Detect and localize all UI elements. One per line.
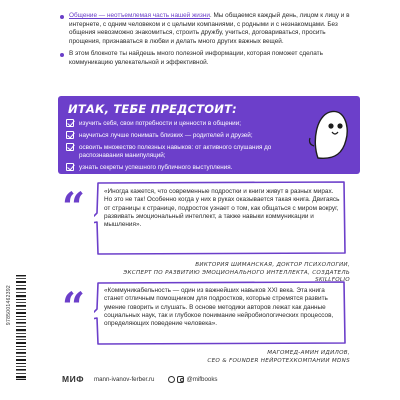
quote-2-bubble xyxy=(94,280,349,346)
publisher-footer xyxy=(62,374,362,384)
publisher-website-link[interactable]: mann-ivanov-ferber.ru xyxy=(93,375,155,383)
checkbox-icon xyxy=(66,119,74,127)
intro-section xyxy=(60,12,350,72)
vk-icon[interactable] xyxy=(168,376,175,383)
ahead-item xyxy=(66,120,311,127)
intro-paragraph-1-text: . Мы общаемся каждый день, лицом к лицу и в интернете, с одним человеком и с целыми компаниями, с родными и с незнакомцами. Без общения невозможно знакомиться, строить дружбу, учиться, договариваться, просить прощения, признаваться в любви и делать много других важных вещей. xyxy=(69,12,350,45)
checkbox-icon xyxy=(66,163,74,171)
ahead-list xyxy=(66,120,311,176)
social-links xyxy=(168,376,217,383)
quote-1-bubble xyxy=(94,180,349,256)
bullet-dot-icon xyxy=(60,53,64,57)
isbn-number: 9785001462392 xyxy=(6,285,12,326)
quote-mark-icon: “ xyxy=(62,284,86,331)
ahead-title: ИТАК, ТЕБЕ ПРЕДСТОИТ: xyxy=(68,102,237,116)
ahead-item xyxy=(66,144,311,158)
quote-2-signature xyxy=(100,350,350,365)
ahead-item-text: освоить множество полезных навыков: от активного слушания до распознавания манипуляций; xyxy=(79,144,272,159)
ahead-item xyxy=(66,164,311,171)
intro-paragraph-1 xyxy=(60,12,350,46)
quote-2-author: МАГОМЕД-АМИН ИДИЛОВ, xyxy=(267,350,350,356)
publisher-logo: МИФ xyxy=(62,374,84,384)
quote-2-text: «Коммуникабельность — один из важнейших навыков XXI века. Эта книга станет отличным помощником для подростков, которые стремятся развить умение говорить и слушать. В основе методики авторов лежат как данные социальных наук, так и глубокое понимание нейробиологических процессов, определяющих поведение человека». xyxy=(104,287,334,328)
ahead-item-text: узнать секреты успешного публичного выступления. xyxy=(79,163,233,171)
ahead-panel xyxy=(58,96,360,174)
quote-1-author: ВИКТОРИЯ ШИМАНСКАЯ, ДОКТОР ПСИХОЛОГИИ, xyxy=(195,262,350,268)
quote-1-author-title: ЭКСПЕРТ ПО РАЗВИТИЮ ЭМОЦИОНАЛЬНОГО ИНТЕЛЛЕКТА, СОЗДАТЕЛЬ SKILLFOLIO xyxy=(123,269,350,283)
quote-mark-icon: “ xyxy=(62,184,86,231)
intro-paragraph-2 xyxy=(60,50,350,67)
mascot-icon xyxy=(308,106,352,162)
checkbox-icon xyxy=(66,143,74,151)
ahead-item-text: изучить себя, свои потребности и ценности в общении; xyxy=(79,120,241,127)
instagram-icon[interactable] xyxy=(177,376,184,383)
quote-2-author-title: CEO & FOUNDER НЕЙРОТЕХКОМПАНИИ MDNS xyxy=(207,357,350,364)
quote-1-text: «Иногда кажется, что современные подростки и книги живут в разных мирах. Но это не так! Особенно когда у них в руках оказывается такая книга. Двигаясь от страницы к странице, подросток узнает о том, как общаться с миром вокруг, развивать эмоциональный интеллект, а также навыки коммуникации и мышления». xyxy=(104,188,340,229)
intro-paragraph-2-text: В этом блокноте ты найдешь много полезной информации, которая поможет сделать коммуникацию увлекательной и эффективной. xyxy=(69,50,323,66)
bullet-dot-icon xyxy=(60,15,64,19)
checkbox-icon xyxy=(66,131,74,139)
intro-highlight: Общение — неотъемлемая часть нашей жизни xyxy=(69,12,210,19)
social-handle[interactable]: @mifbooks xyxy=(186,375,218,383)
ahead-item-text: научиться лучше понимать близких — родителей и друзей; xyxy=(79,132,253,140)
ahead-item xyxy=(66,132,311,139)
